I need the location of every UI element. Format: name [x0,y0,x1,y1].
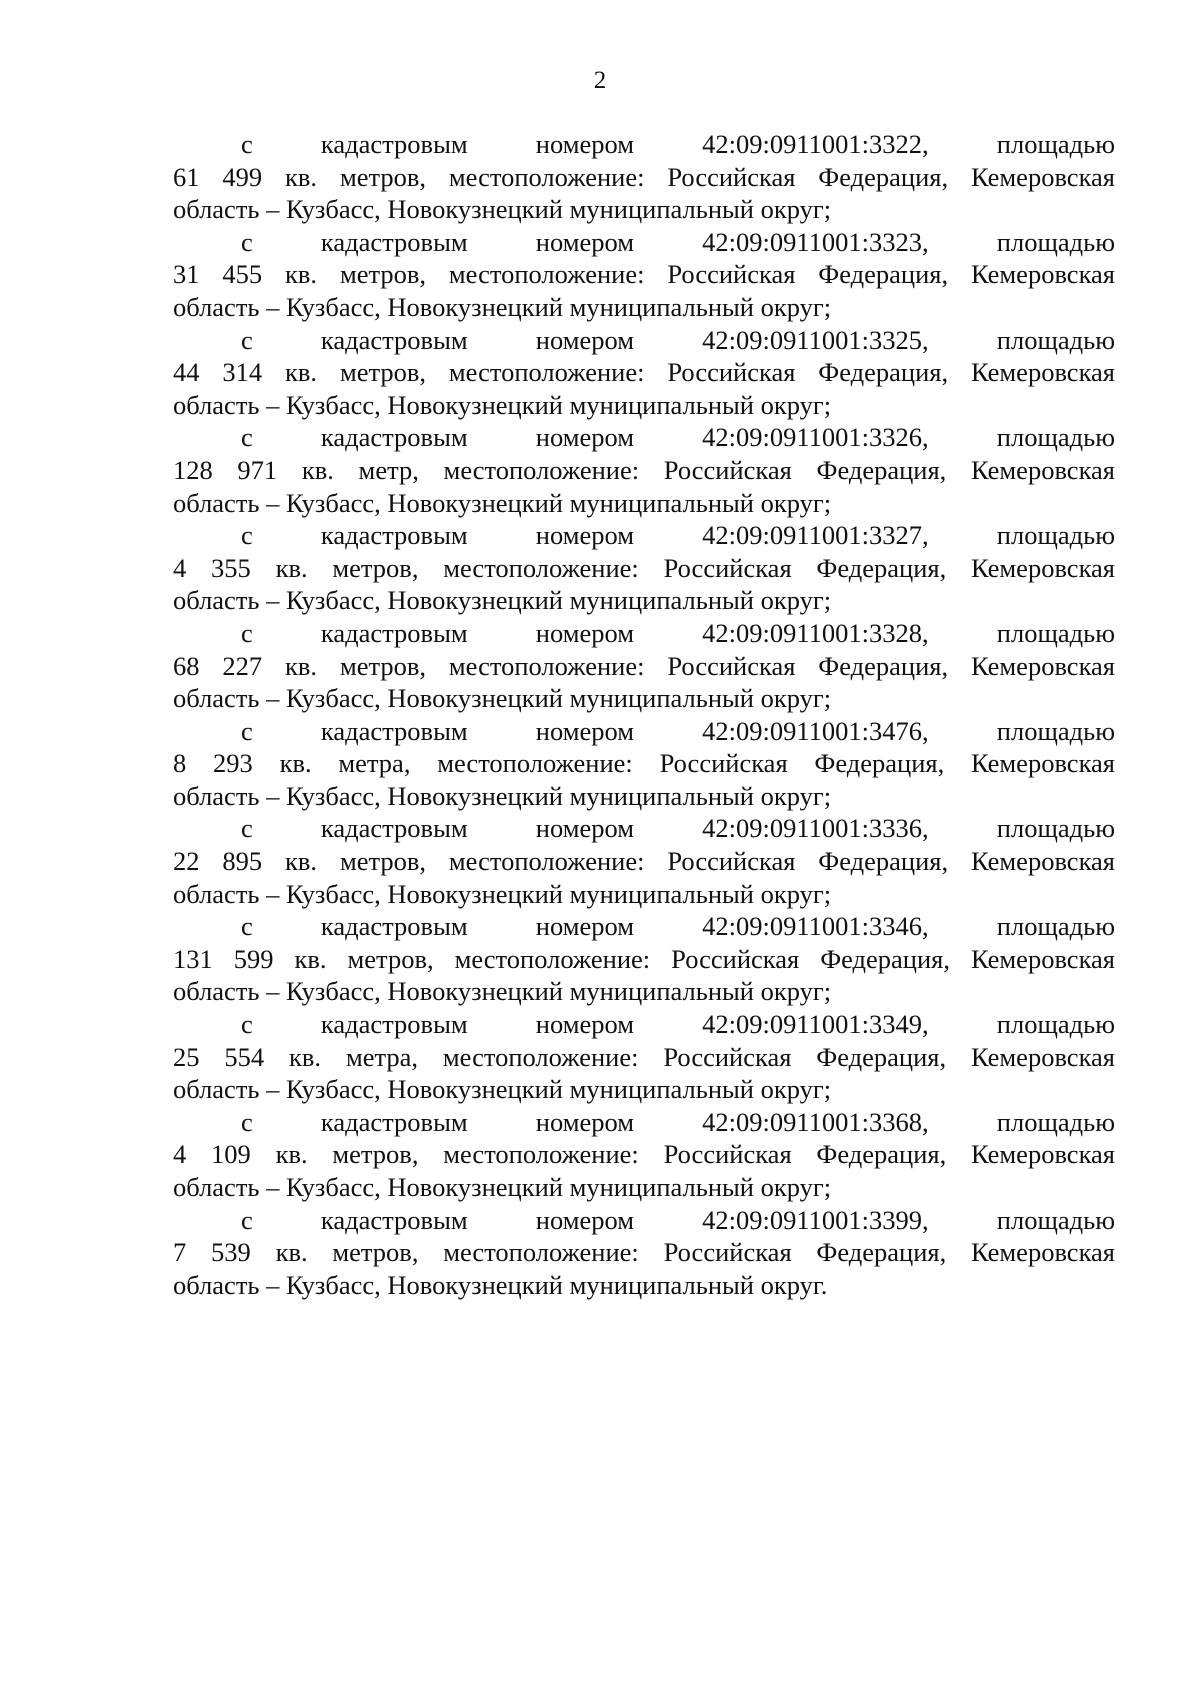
entry-line-2: 22 895 кв. метров, местоположение: Российская Федерация, Кемеровская [173,846,1115,877]
entry-line-3: область – Кузбасс, Новокузнецкий муниципальный округ; [173,878,832,909]
land-plot-entry [173,128,1115,226]
entry-line-2: 131 599 кв. метров, местоположение: Российская Федерация, Кемеровская [173,943,1115,974]
page-number: 2 [593,67,607,94]
entry-line-3: область – Кузбасс, Новокузнецкий муниципальный округ; [173,487,832,518]
land-plot-entry [173,226,1115,324]
entry-line-2: 4 355 кв. метров, местоположение: Российская Федерация, Кемеровская [173,552,1115,583]
entry-line-3: область – Кузбасс, Новокузнецкий муниципальный округ; [173,291,832,322]
entry-line-2: 44 314 кв. метров, местоположение: Российская Федерация, Кемеровская [173,357,1115,388]
entry-line-3: область – Кузбасс, Новокузнецкий муниципальный округ; [173,1074,832,1105]
entry-line-1: с кадастровым номером 42:09:0911001:3327, площадью [241,520,1115,551]
entry-line-3: область – Кузбасс, Новокузнецкий муниципальный округ; [173,1172,832,1202]
land-plot-entry [173,617,1115,715]
entry-line-1: с кадастровым номером 42:09:0911001:3322, площадью [241,129,1115,159]
land-plot-entry [173,324,1115,422]
document-body [173,128,1115,1301]
entry-line-2: 61 499 кв. метров, местоположение: Российская Федерация, Кемеровская [173,161,1115,192]
entry-line-1: с кадастровым номером 42:09:0911001:3368, площадью [241,1106,1115,1137]
entry-line-2: 68 227 кв. метров, местоположение: Российская Федерация, Кемеровская [173,650,1115,681]
entry-line-1: с кадастровым номером 42:09:0911001:3349, площадью [241,1009,1115,1040]
entry-line-3: область – Кузбасс, Новокузнецкий муниципальный округ; [173,976,832,1007]
land-plot-entry [173,421,1115,519]
entry-line-3: область – Кузбасс, Новокузнецкий муниципальный округ; [173,194,832,225]
entry-line-2: 128 971 кв. метр, местоположение: Российская Федерация, Кемеровская [173,454,1115,485]
land-plot-entry [173,812,1115,910]
entry-line-2: 4 109 кв. метров, местоположение: Российская Федерация, Кемеровская [173,1139,1115,1170]
entry-line-1: с кадастровым номером 42:09:0911001:3336, площадью [241,813,1115,844]
entry-line-3: область – Кузбасс, Новокузнецкий муниципальный округ; [173,683,832,714]
entry-line-2: 7 539 кв. метров, местоположение: Российская Федерация, Кемеровская [173,1237,1115,1268]
entry-line-2: 31 455 кв. метров, местоположение: Российская Федерация, Кемеровская [173,259,1115,290]
entry-line-3: область – Кузбасс, Новокузнецкий муниципальный округ; [173,780,832,811]
entry-line-3: область – Кузбасс, Новокузнецкий муниципальный округ; [173,389,832,420]
entry-line-1: с кадастровым номером 42:09:0911001:3476, площадью [241,715,1115,746]
entry-line-2: 8 293 кв. метра, местоположение: Российская Федерация, Кемеровская [173,748,1115,779]
entry-line-1: с кадастровым номером 42:09:0911001:3346, площадью [241,911,1115,942]
land-plot-entry [173,1106,1115,1204]
entry-line-1: с кадастровым номером 42:09:0911001:3323, площадью [241,226,1115,257]
entry-line-2: 25 554 кв. метра, местоположение: Российская Федерация, Кемеровская [173,1041,1115,1072]
land-plot-entry [173,1204,1115,1302]
land-plot-entry [173,1008,1115,1106]
entry-line-1: с кадастровым номером 42:09:0911001:3326, площадью [241,422,1115,453]
land-plot-entry [173,519,1115,617]
entry-line-1: с кадастровым номером 42:09:0911001:3325, площадью [241,324,1115,355]
entry-line-3: область – Кузбасс, Новокузнецкий муниципальный округ. [173,1269,828,1300]
land-plot-entry [173,715,1115,813]
entry-line-3: область – Кузбасс, Новокузнецкий муниципальный округ; [173,585,832,616]
entry-line-1: с кадастровым номером 42:09:0911001:3399, площадью [241,1204,1115,1235]
entry-line-1: с кадастровым номером 42:09:0911001:3328, площадью [241,617,1115,648]
land-plot-entry [173,910,1115,1008]
